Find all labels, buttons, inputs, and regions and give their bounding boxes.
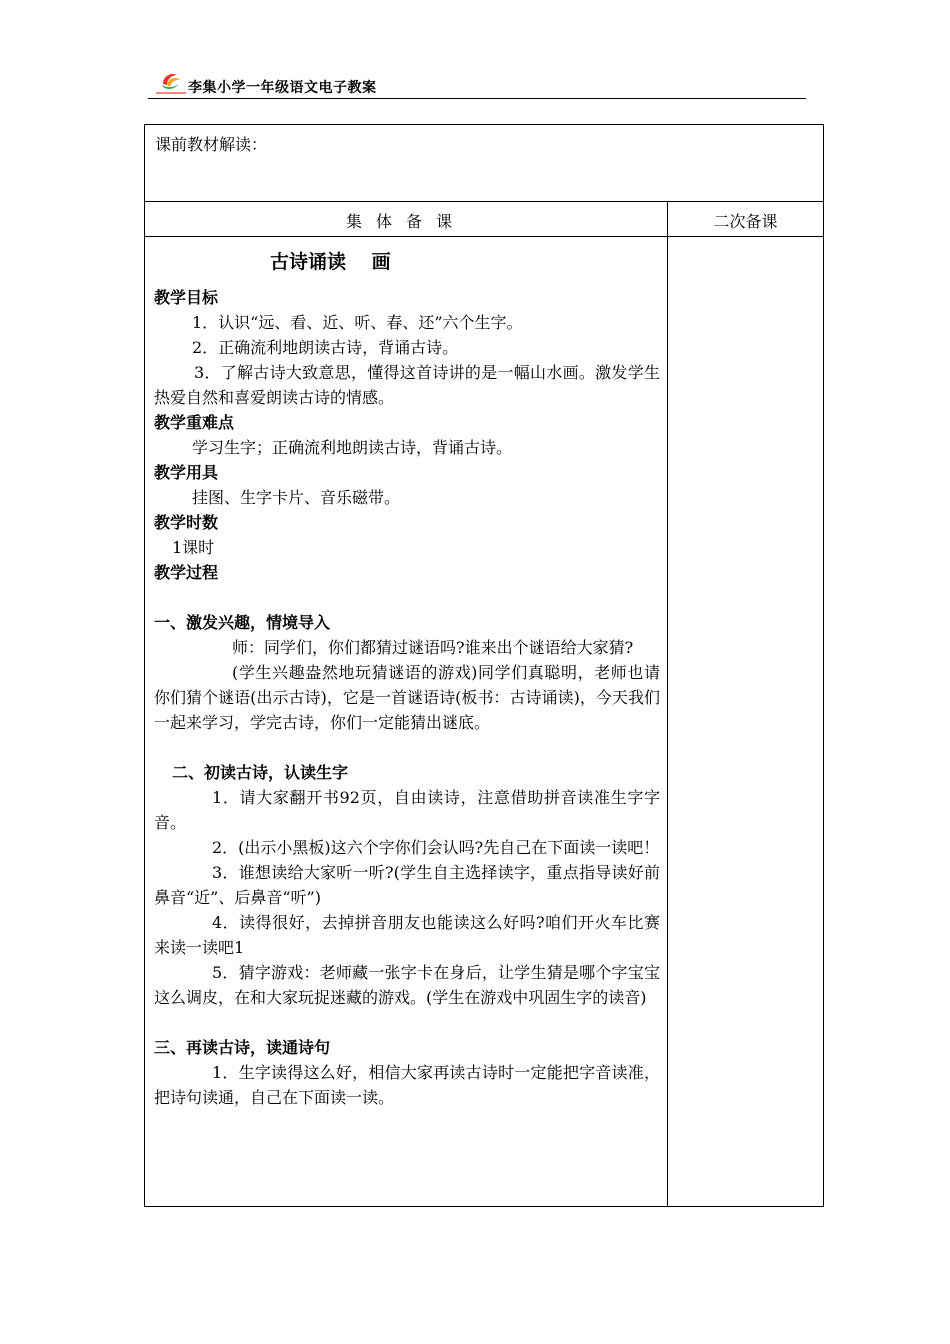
school-logo-icon	[154, 68, 188, 96]
collective-prep-header: 集体备课	[345, 212, 466, 231]
part2-step: 2．(出示小黑板)这六个字你们会认吗?先自己在下面读一读吧！	[212, 838, 660, 857]
part3-step: 1．生字读得这么好，相信大家再读古诗时一定能把字音读准，把诗句读通，自己在下面读一读。	[154, 1063, 660, 1107]
column-divider	[667, 201, 668, 1206]
part2-heading: 二、初读古诗，认读生字	[172, 763, 349, 782]
page-header	[148, 64, 806, 99]
hours-heading: 教学时数	[154, 513, 219, 532]
pre-reading-cell	[145, 125, 823, 202]
part2-step: 1．请大家翻开书92页，自由读诗，注意借助拼音读准生字字音。	[154, 788, 660, 832]
goal-item: 3．了解古诗大致意思，懂得这首诗讲的是一幅山水画。激发学生热爱自然和喜爱朗读古诗的情感。	[154, 363, 660, 407]
tools-heading: 教学用具	[154, 463, 219, 482]
tools-text: 挂图、生字卡片、音乐磁带。	[192, 488, 401, 507]
pre-reading-label: 课前教材解读：	[155, 135, 268, 154]
part2-step: 4．读得很好，去掉拼音朋友也能读这么好吗?咱们开火车比赛来读一读吧1	[154, 913, 660, 957]
lesson-table	[144, 124, 824, 1207]
goals-heading: 教学目标	[154, 288, 219, 307]
hours-text: 1课时	[172, 538, 215, 557]
header-title: 李集小学一年级语文电子教案	[188, 80, 377, 96]
key-points-text: 学习生字；正确流利地朗读古诗，背诵古诗。	[192, 438, 513, 457]
lesson-title: 古诗诵读 画	[270, 251, 391, 273]
process-heading: 教学过程	[154, 563, 219, 582]
goal-item: 1．认识“远、看、近、听、春、还”六个生字。	[192, 313, 523, 332]
part3-heading: 三、再读古诗，读通诗句	[154, 1038, 331, 1057]
goal-item: 2．正确流利地朗读古诗，背诵古诗。	[192, 338, 459, 357]
lesson-content	[154, 247, 660, 1110]
part2-step: 3．谁想读给大家听一听?(学生自主选择读字，重点指导读好前鼻音“近”、后鼻音“听”)	[154, 863, 660, 907]
part1-paragraph: (学生兴趣盎然地玩猜谜语的游戏)同学们真聪明，老师也请你们猜个谜语(出示古诗)，它是一首谜语诗(板书：古诗诵读)，今天我们一起来学习，学完古诗，你们一定能猜出谜底。	[154, 663, 660, 732]
part2-step: 5．猜字游戏：老师藏一张字卡在身后，让学生猜是哪个字宝宝这么调皮，在和大家玩捉迷藏的游戏。(学生在游戏中巩固生字的读音)	[154, 963, 660, 1007]
key-points-heading: 教学重难点	[154, 413, 235, 432]
part1-heading: 一、激发兴趣，情境导入	[154, 613, 331, 632]
part1-paragraph: 师：同学们，你们都猜过谜语吗?谁来出个谜语给大家猜?	[232, 638, 634, 657]
second-prep-header: 二次备课	[713, 212, 778, 231]
column-header-row	[145, 201, 823, 237]
